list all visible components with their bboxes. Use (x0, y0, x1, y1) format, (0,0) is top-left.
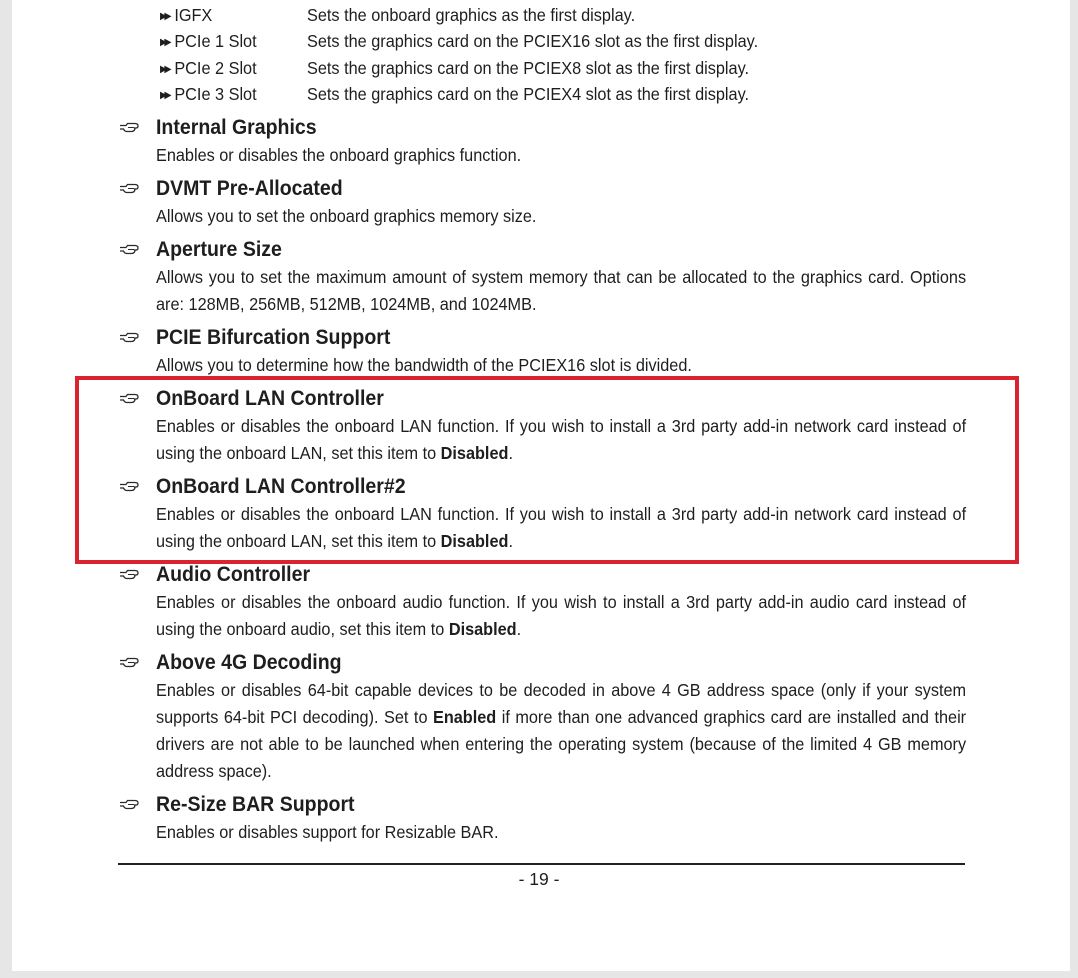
pointing-hand-icon (119, 656, 139, 668)
item-title: PCIE Bifurcation Support (156, 326, 391, 349)
double-arrow-icon: ▶▶ (160, 90, 169, 101)
option-desc: Sets the graphics card on the PCIEX8 slot as the first display. (307, 58, 750, 78)
item-description: Enables or disables the onboard audio function. If you wish to install a 3rd party add-in audio card instead of using the onboard audio, set this item to Disabled. (156, 592, 967, 639)
option-row (160, 2, 212, 30)
pointing-hand-icon (119, 243, 139, 255)
item-description: Enables or disables the onboard LAN function. If you wish to install a 3rd party add-in network card instead of using the onboard LAN, set this item to Disabled. (156, 416, 967, 463)
option-desc: Sets the graphics card on the PCIEX16 slot as the first display. (307, 31, 759, 51)
option-row (160, 81, 257, 109)
highlight-box (75, 376, 1019, 564)
item-description: Allows you to determine how the bandwidth of the PCIEX16 slot is divided. (156, 355, 692, 375)
item-description: Allows you to set the maximum amount of system memory that can be allocated to the graphics card. Options are: 128MB, 256MB, 512MB, 1024MB, and 1024MB. (156, 267, 967, 314)
pointing-hand-icon (119, 121, 139, 133)
page-number: - 19 - (518, 869, 560, 889)
item-title: DVMT Pre-Allocated (156, 177, 343, 200)
item-title: Internal Graphics (156, 116, 317, 139)
item-title: Aperture Size (156, 238, 282, 261)
option-row (160, 55, 257, 83)
item-description: Allows you to set the onboard graphics memory size. (156, 206, 537, 226)
double-arrow-icon: ▶▶ (160, 64, 169, 75)
double-arrow-icon: ▶▶ (160, 11, 169, 22)
item-title: Audio Controller (156, 563, 311, 586)
option-name: PCIe 2 Slot (174, 58, 257, 78)
pointing-hand-icon (119, 182, 139, 194)
option-row (160, 28, 257, 56)
item-description: Enables or disables support for Resizable BAR. (156, 822, 499, 842)
double-arrow-icon: ▶▶ (160, 37, 169, 48)
option-desc: Sets the onboard graphics as the first display. (307, 5, 636, 25)
option-name: PCIe 3 Slot (174, 84, 257, 104)
option-name: IGFX (174, 5, 213, 25)
item-title: OnBoard LAN Controller (156, 387, 384, 410)
item-title: Above 4G Decoding (156, 651, 342, 674)
pointing-hand-icon (119, 331, 139, 343)
item-description: Enables or disables the onboard graphics function. (156, 145, 522, 165)
item-title: OnBoard LAN Controller#2 (156, 475, 406, 498)
pointing-hand-icon (119, 568, 139, 580)
footer-divider (118, 863, 965, 865)
item-title: Re-Size BAR Support (156, 793, 355, 816)
option-desc: Sets the graphics card on the PCIEX4 slot as the first display. (307, 84, 750, 104)
item-description: Enables or disables 64-bit capable devices to be decoded in above 4 GB address space (only if your system supports 64-bit PCI decoding). Set to Enabled if more than one advanced graphics card are installed and their drivers are not able to be launched when entering the operating system (because of the limited 4 GB memory address space). (156, 680, 967, 781)
option-name: PCIe 1 Slot (174, 31, 257, 51)
item-description: Enables or disables the onboard LAN function. If you wish to install a 3rd party add-in network card instead of using the onboard LAN, set this item to Disabled. (156, 504, 967, 551)
pointing-hand-icon (119, 798, 139, 810)
